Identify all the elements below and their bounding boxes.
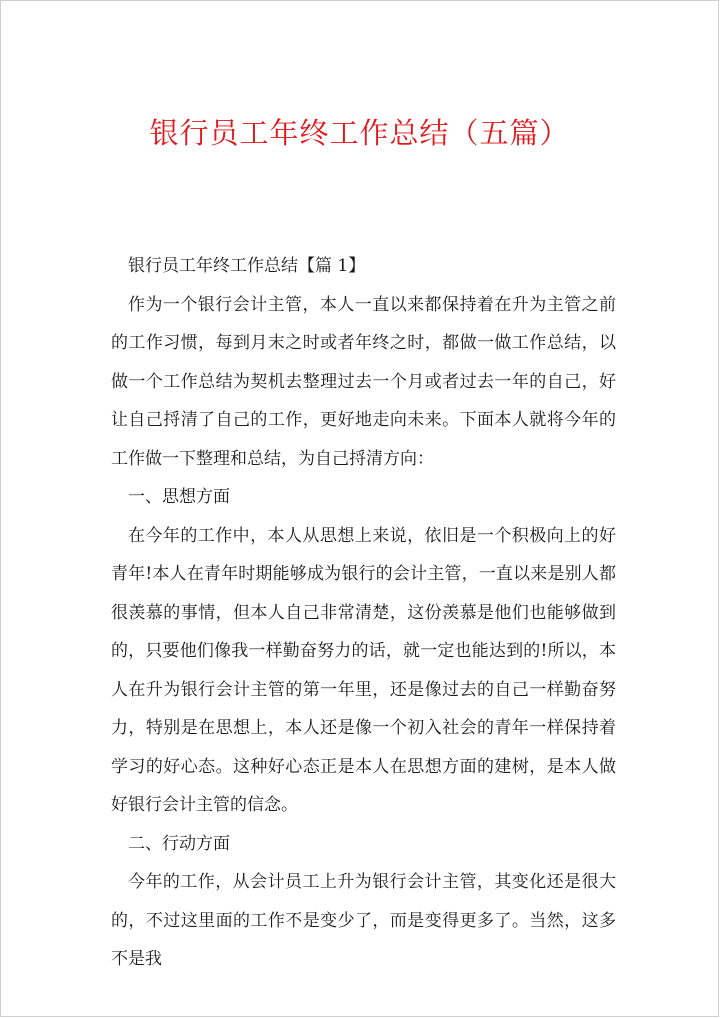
part1-heading: 一、思想方面 — [128, 487, 230, 507]
section-heading: 银行员工年终工作总结【篇 1】 — [128, 256, 366, 276]
part2-heading: 二、行动方面 — [128, 833, 230, 854]
document-body — [111, 247, 616, 979]
intro-paragraph: 作为一个银行会计主管，本人一直以来都保持着在升为主管之前的工作习惯，每到月末之时或者年终之时，都做一做工作总结，以做一个工作总结为契机去整理过去一个月或者过去一年的自己，好让自己捋清了自己的工作，更好地走向未来。下面本人就将今年的工作做一下整理和总结，为自己捋清方向： — [111, 294, 616, 469]
part2-paragraph: 今年的工作，从会计员工上升为银行会计主管，其变化还是很大的，不过这里面的工作不是变少了，而是变得更多了。当然，这多不是我 — [111, 872, 616, 969]
document-title: 银行员工年终工作总结（五篇） — [149, 116, 570, 150]
part1-paragraph: 在今年的工作中，本人从思想上来说，依旧是一个积极向上的好青年!本人在青年时期能够成为银行的会计主管，一直以来是别人都很羡慕的事情，但本人自己非常清楚，这份羡慕是他们也能够做到的，只要他们像我一样勤奋努力的话，就一定也能达到的!所以，本人在升为银行会计主管的第一年里，还是像过去的自己一样勤奋努力，特别是在思想上，本人还是像一个初入社会的青年一样保持着学习的好心态。这种好心态正是本人在思想方面的建树，是本人做好银行会计主管的信念。 — [111, 525, 616, 815]
